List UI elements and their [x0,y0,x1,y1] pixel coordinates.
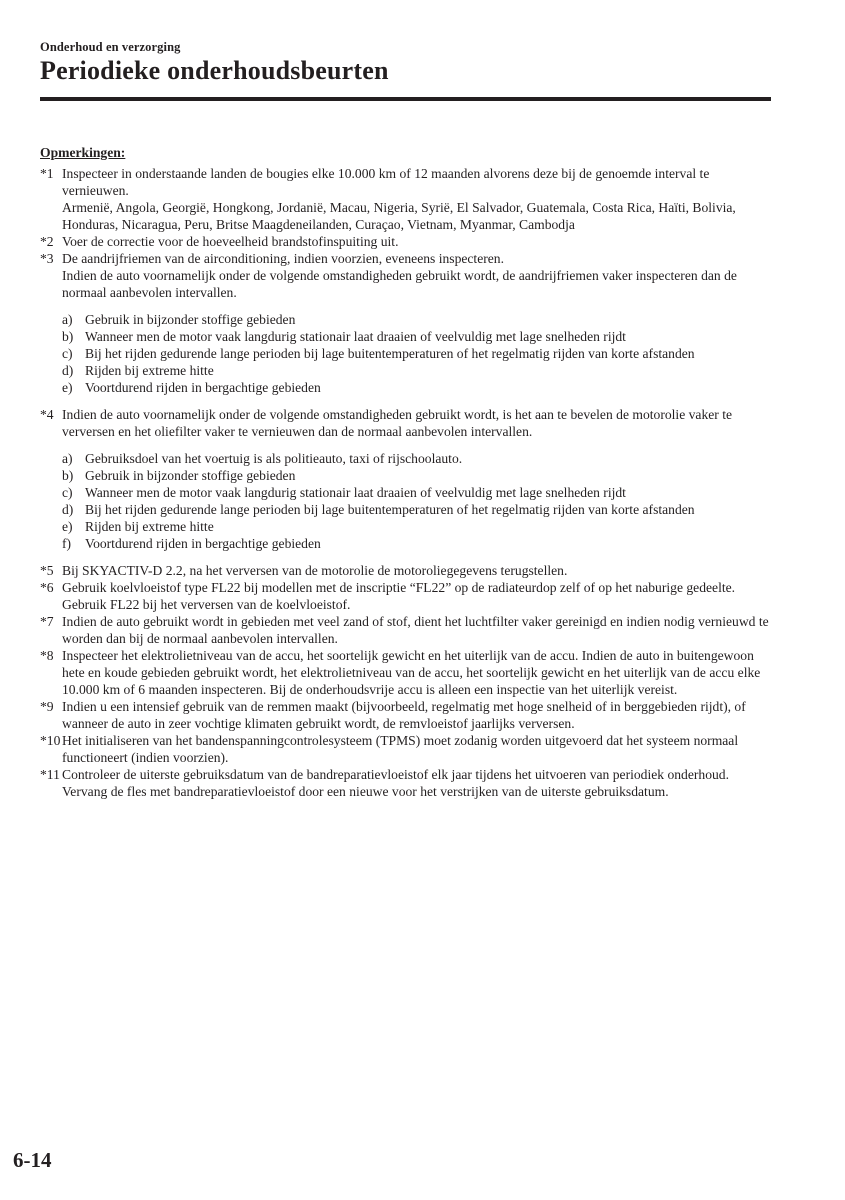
note-text: Indien de auto gebruikt wordt in gebieden met veel zand of stof, dient het luchtfilter vaker gereinigd en indien nodig vernieuwd te worden dan bij de normaal aanbevolen intervallen. [62,614,769,646]
note [40,698,775,732]
list-item-text: Wanneer men de motor vaak langdurig stationair laat draaien of veelvuldig met lage snelheden rijdt [85,485,626,500]
list-item-text: Voortdurend rijden in bergachtige gebieden [85,380,321,395]
note-marker: *8 [40,648,54,663]
note [40,613,775,647]
note-text: Het initialiseren van het bandenspanningcontrolesysteem (TPMS) moet zodanig worden uitgevoerd dat het systeem normaal functioneert (indien voorzien). [62,733,739,765]
list-item-text: Voortdurend rijden in bergachtige gebieden [85,536,321,551]
notes-section [40,144,775,800]
note-text: Voer de correctie voor de hoeveelheid brandstofinspuiting uit. [62,234,399,249]
note [40,579,775,613]
list-item-marker: f) [62,536,72,551]
list-item [62,345,775,362]
list-item-text: Rijden bij extreme hitte [85,363,214,378]
note [40,250,775,396]
list-item-text: Bij het rijden gedurende lange perioden bij lage buitentemperaturen of het regelmatig rijden van korte afstanden [85,346,695,361]
note-marker: *10 [40,733,61,748]
list-item [62,311,775,328]
note [40,732,775,766]
note-text: Gebruik koelvloeistof type FL22 bij modellen met de inscriptie “FL22” op de radiateurdop zelf of op het naburige gedeelte. Gebruik FL22 bij het verversen van de koelvloeistof. [62,580,736,612]
notes-list [40,165,775,800]
note-text: Indien de auto voornamelijk onder de volgende omstandigheden gebruikt wordt, is het aan te bevelen de motorolie vaker te verversen en het oliefilter vaker te vernieuwen dan de normaal aanbevolen intervallen. [62,407,733,439]
list-item-marker: c) [62,346,73,361]
list-item-text: Gebruiksdoel van het voertuig is als politieauto, taxi of rijschoolauto. [85,451,463,466]
note-marker: *9 [40,699,54,714]
title-rule [40,97,771,101]
list-item [62,518,775,535]
note [40,647,775,698]
note-text: Indien u een intensief gebruik van de remmen maakt (bijvoorbeeld, regelmatig met hoge snelheid of in berggebieden rijdt), of wanneer de auto in zeer vochtige klimaten gebruikt wordt, de remvloeistof jaarlijks verversen. [62,699,746,731]
note-marker: *2 [40,234,54,249]
page-title: Periodieke onderhoudsbeurten [40,56,389,85]
list-item [62,535,775,552]
note-marker: *1 [40,166,54,181]
list-item-text: Gebruik in bijzonder stoffige gebieden [85,468,296,483]
list-item [62,328,775,345]
list-item-text: Rijden bij extreme hitte [85,519,214,534]
list-item [62,362,775,379]
note [40,562,775,579]
note-marker: *5 [40,563,54,578]
note-text: Controleer de uiterste gebruiksdatum van de bandreparatievloeistof elk jaar tijdens het uitvoeren van periodiek onderhoud. Vervang de fles met bandreparatievloeistof door een nieuwe voor het verstrijken van de uiterste gebruiksdatum. [62,767,730,799]
note-text: Armenië, Angola, Georgië, Hongkong, Jordanië, Macau, Nigeria, Syrië, El Salvador, Guatemala, Costa Rica, Haïti, Bolivia, Honduras, Nicaragua, Peru, Britse Maagdeneilanden, Curaçao, Vietnam, Myanmar, Cambodja [62,200,736,232]
note [40,766,775,800]
note-marker: *11 [40,767,60,782]
list-item [62,379,775,396]
note-marker: *3 [40,251,54,266]
section-label: Onderhoud en verzorging [40,40,181,54]
list-item-marker: a) [62,451,73,466]
note-marker: *7 [40,614,54,629]
note-marker: *4 [40,407,54,422]
list-item-marker: e) [62,380,73,395]
note-text: Bij SKYACTIV-D 2.2, na het verversen van de motorolie de motoroliegegevens terugstellen. [62,563,568,578]
list-item [62,450,775,467]
list-item-marker: b) [62,329,74,344]
list-item-text: Gebruik in bijzonder stoffige gebieden [85,312,296,327]
note-text: De aandrijfriemen van de airconditioning, indien voorzien, eveneens inspecteren. [62,251,505,266]
condition-list [62,450,775,552]
note [40,406,775,552]
note-text: Indien de auto voornamelijk onder de volgende omstandigheden gebruikt wordt, de aandrijfriemen vaker inspecteren dan de normaal aanbevolen intervallen. [62,268,737,300]
list-item-marker: e) [62,519,73,534]
list-item-marker: b) [62,468,74,483]
list-item-text: Bij het rijden gedurende lange perioden bij lage buitentemperaturen of het regelmatig rijden van korte afstanden [85,502,695,517]
list-item [62,501,775,518]
note-text: Inspecteer het elektrolietniveau van de accu, het soortelijk gewicht en het uiterlijk van de accu. Indien de auto in buitengewoon hete en koude gebieden gebruikt wordt, het elektrolietniveau van de accu, het soortelijk gewicht en het uiterlijk van de accu elke 10.000 km of 6 maanden inspecteren. Bij de onderhoudsvrije accu is alleen een inspectie van het uiterlijk vereist. [62,648,761,697]
list-item-marker: d) [62,363,74,378]
condition-list [62,311,775,396]
notes-heading: Opmerkingen: [40,145,126,160]
note [40,233,775,250]
list-item-marker: d) [62,502,74,517]
list-item-marker: a) [62,312,73,327]
list-item [62,467,775,484]
list-item-text: Wanneer men de motor vaak langdurig stationair laat draaien of veelvuldig met lage snelheden rijdt [85,329,626,344]
list-item [62,484,775,501]
note [40,165,775,233]
note-text: Inspecteer in onderstaande landen de bougies elke 10.000 km of 12 maanden alvorens deze bij de genoemde interval te vernieuwen. [62,166,710,198]
list-item-marker: c) [62,485,73,500]
page-number: 6-14 [13,1148,52,1172]
note-marker: *6 [40,580,54,595]
